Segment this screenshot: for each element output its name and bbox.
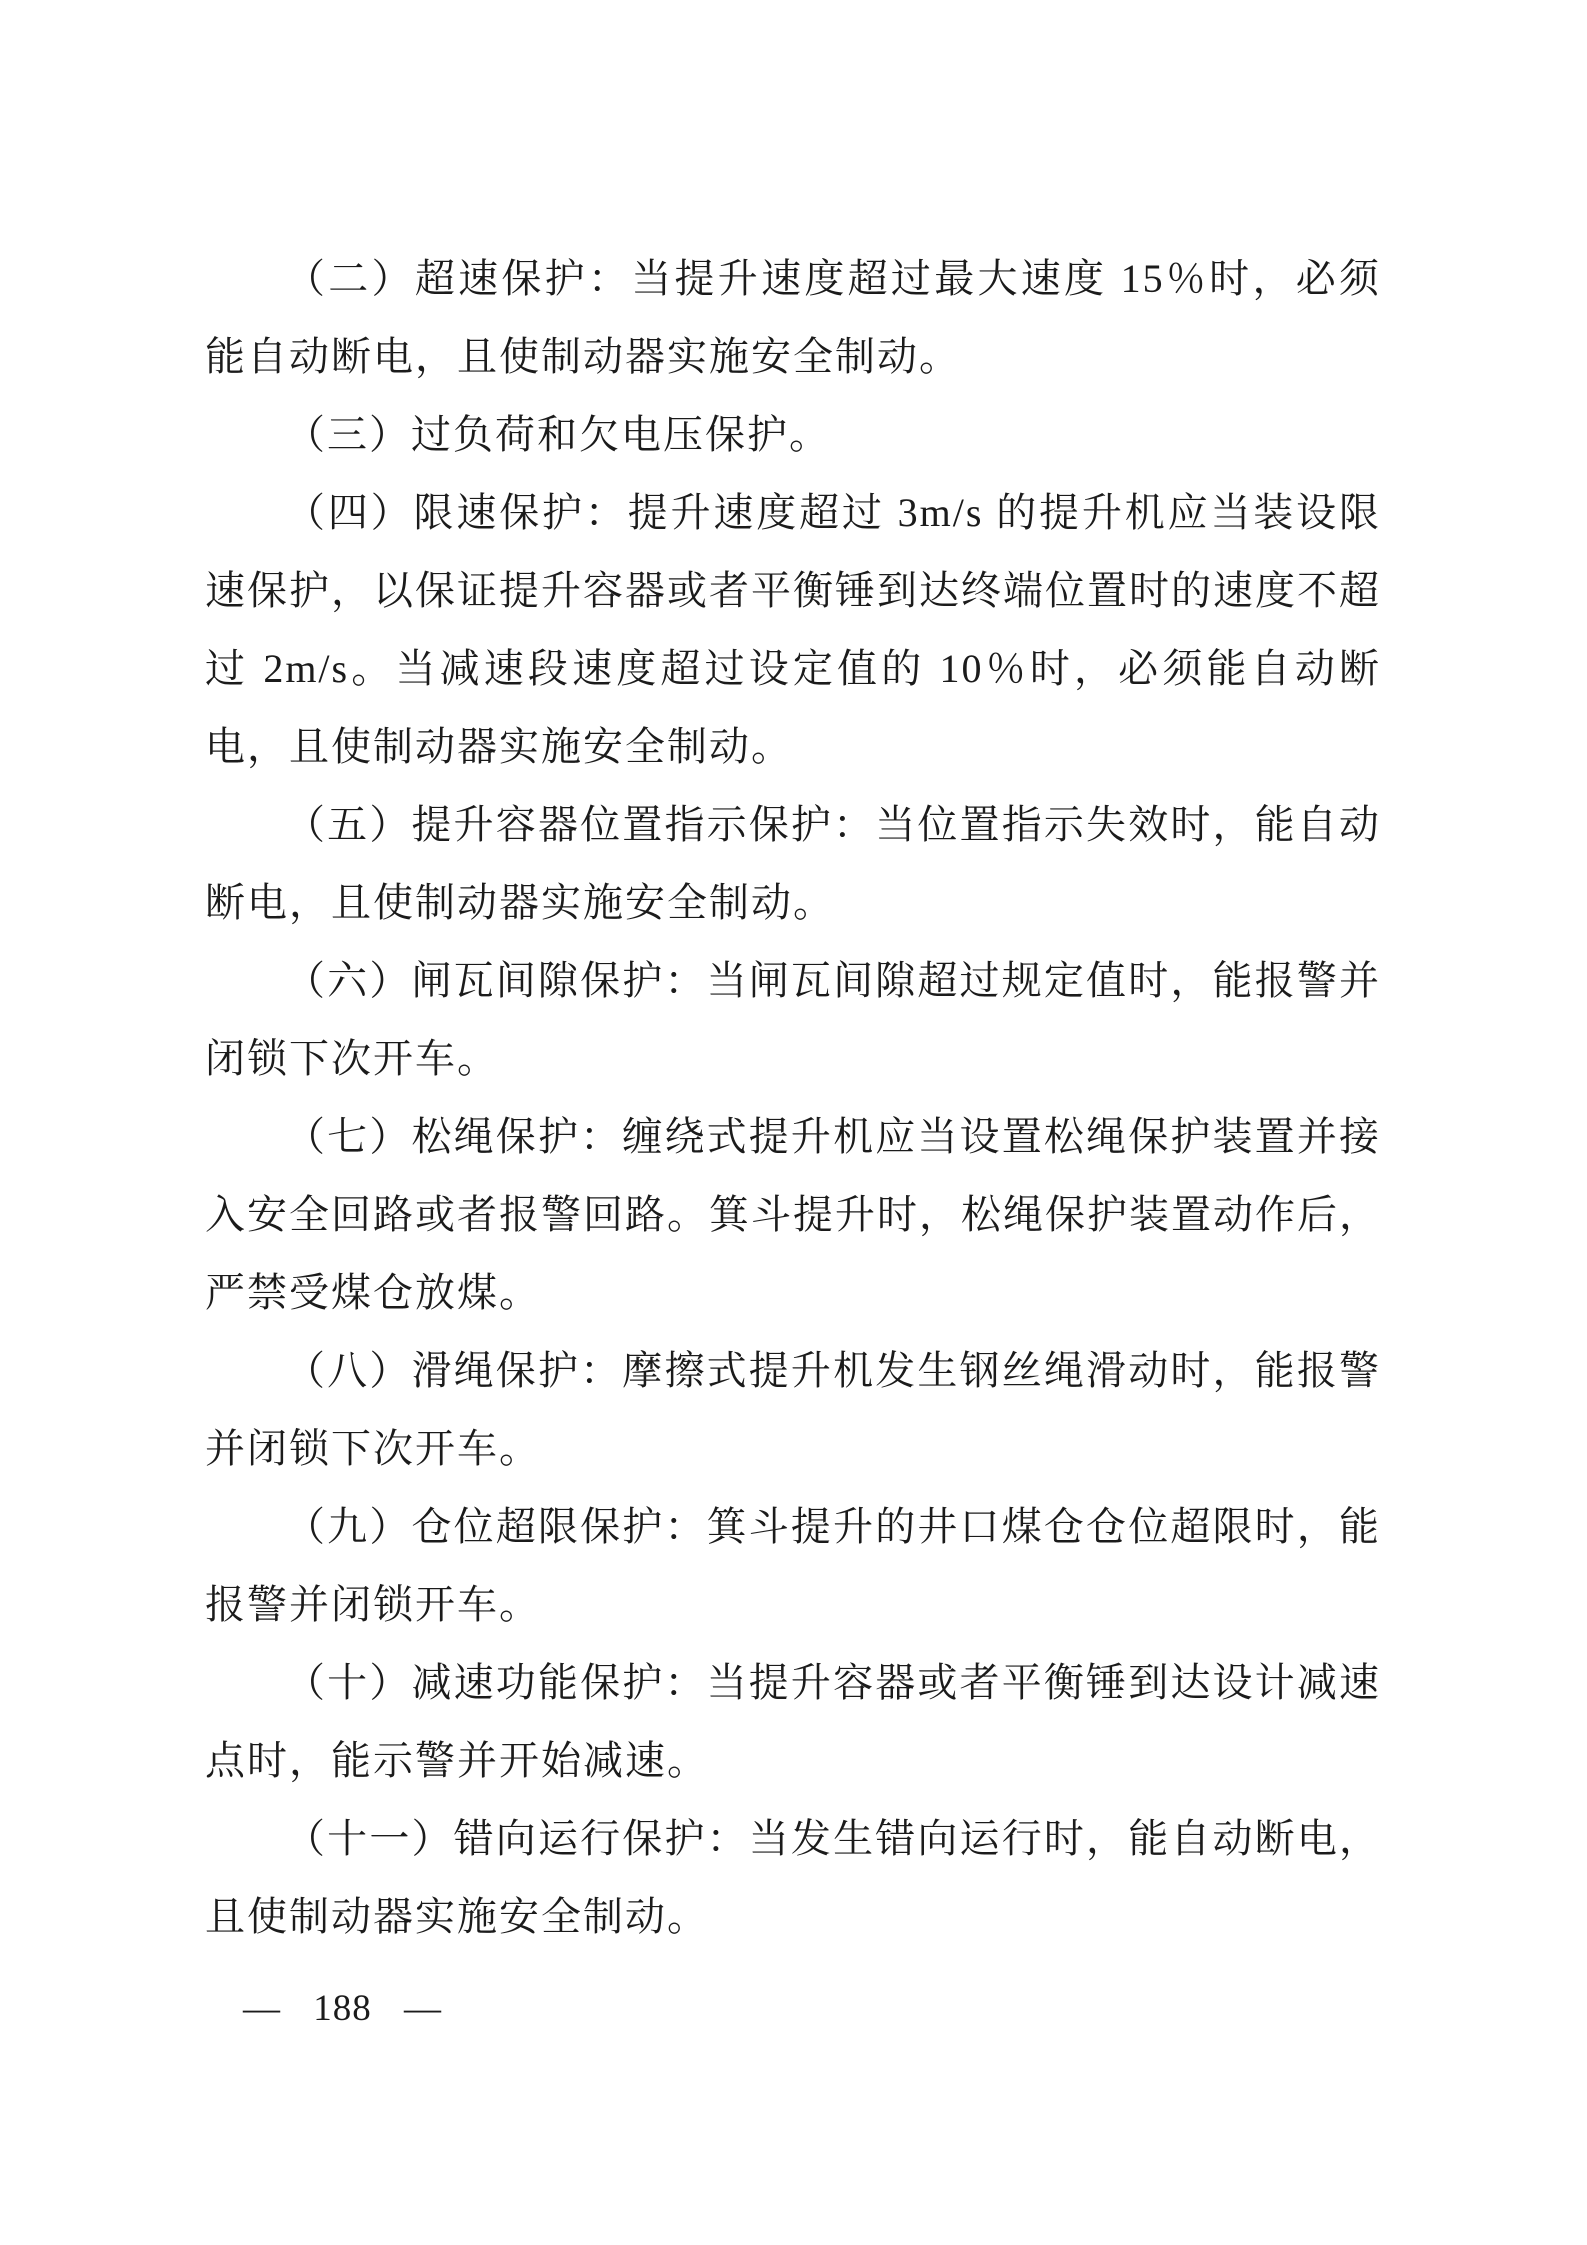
- paragraph-item-7: （七）松绳保护：缠绕式提升机应当设置松绳保护装置并接入安全回路或者报警回路。箕斗提升时，松绳保护装置动作后，严禁受煤仓放煤。: [205, 1114, 1381, 1315]
- paragraph-item-5: （五）提升容器位置指示保护：当位置指示失效时，能自动断电，且使制动器实施安全制动。: [205, 802, 1381, 925]
- paragraph-item-4: （四）限速保护：提升速度超过 3m/s 的提升机应当装设限速保护，以保证提升容器或者平衡锤到达终端位置时的速度不超过 2m/s。当减速段速度超过设定值的 10％时，必须能自动断电，且使制动器实施安全制动。: [205, 490, 1381, 769]
- paragraph-item-8: （八）滑绳保护：摩擦式提升机发生钢丝绳滑动时，能报警并闭锁下次开车。: [205, 1348, 1381, 1471]
- document-text-block: [205, 240, 1381, 1956]
- paragraph-item-6: （六）闸瓦间隙保护：当闸瓦间隙超过规定值时，能报警并闭锁下次开车。: [205, 958, 1381, 1081]
- paragraph-item-9: （九）仓位超限保护：箕斗提升的井口煤仓仓位超限时，能报警并闭锁开车。: [205, 1504, 1381, 1627]
- paragraph-item-2: （二）超速保护：当提升速度超过最大速度 15％时，必须能自动断电，且使制动器实施安全制动。: [205, 256, 1381, 379]
- paragraph-item-3: （三）过负荷和欠电压保护。: [285, 412, 831, 457]
- paragraph-item-11: （十一）错向运行保护：当发生错向运行时，能自动断电，且使制动器实施安全制动。: [205, 1816, 1381, 1939]
- page-number: — 188 —: [243, 1988, 442, 2029]
- paragraph-item-10: （十）减速功能保护：当提升容器或者平衡锤到达设计减速点时，能示警并开始减速。: [205, 1660, 1381, 1783]
